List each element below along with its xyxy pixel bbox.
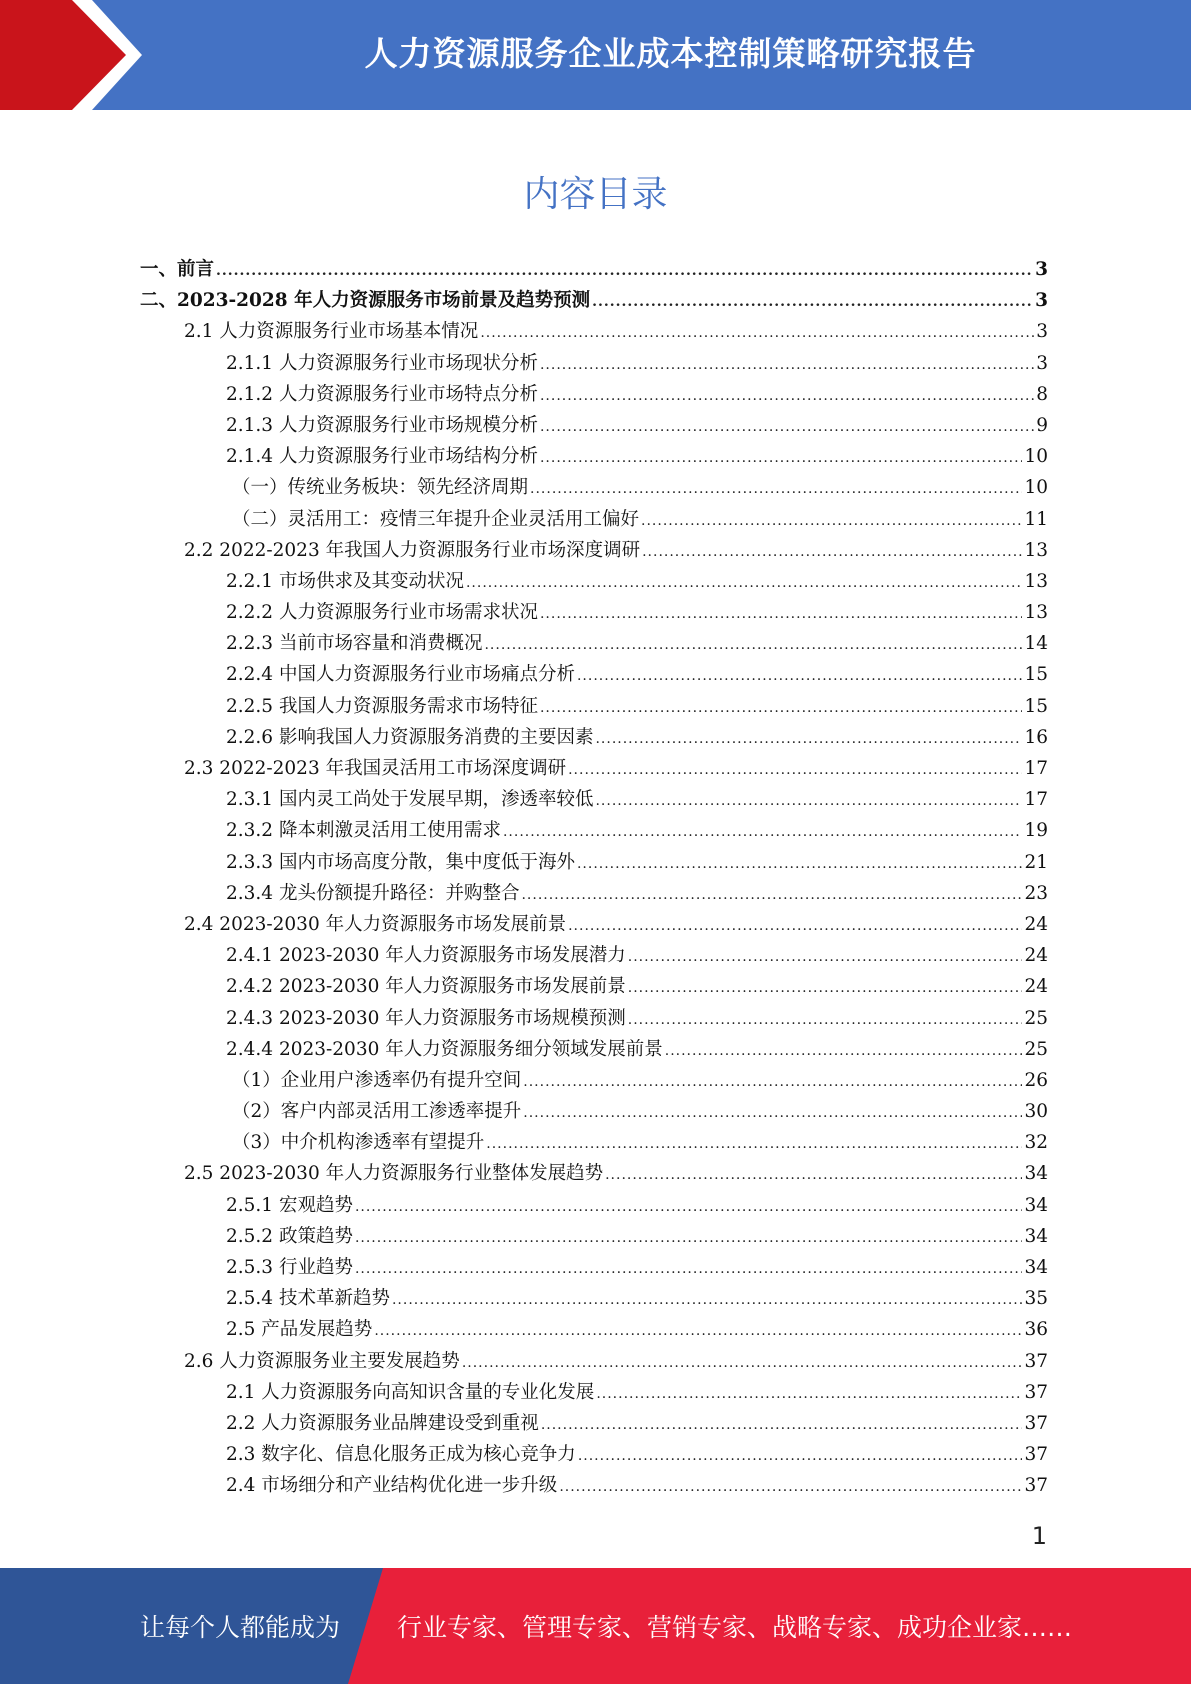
toc-entry-page: 37 xyxy=(1024,1381,1048,1403)
toc-entry-title: 2.3.1 国内灵工尚处于发展早期，渗透率较低 xyxy=(226,789,594,811)
toc-entry-page: 3 xyxy=(1036,321,1048,343)
toc-entry[interactable] xyxy=(140,1314,1048,1345)
toc-dot-leader xyxy=(595,786,1022,817)
toc-entry-page: 17 xyxy=(1024,789,1048,811)
toc-entry[interactable] xyxy=(140,909,1048,940)
toc-entry[interactable] xyxy=(140,1346,1048,1377)
toc-dot-leader xyxy=(665,1036,1023,1067)
toc-entry[interactable] xyxy=(140,940,1048,971)
toc-entry-title: 2.5.1 宏观趋势 xyxy=(226,1194,353,1216)
header-banner xyxy=(0,0,1191,110)
toc-entry[interactable] xyxy=(140,504,1048,535)
toc-entry[interactable] xyxy=(140,1003,1048,1034)
toc-dot-leader xyxy=(521,880,1022,911)
toc-entry[interactable] xyxy=(140,971,1048,1002)
toc-entry[interactable] xyxy=(140,410,1048,441)
toc-dot-leader xyxy=(578,1441,1023,1472)
toc-entry-title: 2.2.6 影响我国人力资源服务消费的主要因素 xyxy=(226,726,594,748)
toc-dot-leader xyxy=(523,1098,1022,1129)
toc-entry-page: 24 xyxy=(1024,913,1048,935)
toc-dot-leader xyxy=(540,599,1022,630)
toc-entry[interactable] xyxy=(140,1408,1048,1439)
toc-entry-title: 2.5.3 行业趋势 xyxy=(226,1257,353,1278)
toc-entry-page: 3 xyxy=(1035,259,1048,280)
toc-entry-title: 2.5.2 政策趋势 xyxy=(226,1225,353,1247)
footer-banner xyxy=(0,1568,1191,1684)
toc-dot-leader xyxy=(628,973,1023,1004)
toc-entry-title: 2.4.1 2023-2030 年人力资源服务市场发展潜力 xyxy=(226,945,626,967)
toc-entry[interactable] xyxy=(140,1190,1048,1221)
toc-dot-leader xyxy=(595,724,1022,755)
toc-entry[interactable] xyxy=(140,628,1048,659)
toc-entry[interactable] xyxy=(140,691,1048,722)
toc-entry[interactable] xyxy=(140,285,1048,316)
toc-entry-page: 25 xyxy=(1024,1038,1048,1060)
toc-entry-title: （二）灵活用工：疫情三年提升企业灵活用工偏好 xyxy=(232,508,640,530)
toc-entry-page: 24 xyxy=(1024,945,1048,967)
toc-entry-page: 19 xyxy=(1024,820,1048,842)
toc-entry[interactable] xyxy=(140,316,1048,347)
toc-entry[interactable] xyxy=(140,1096,1048,1127)
toc-entry-page: 34 xyxy=(1024,1225,1048,1247)
toc-entry-title: （一）传统业务板块：领先经济周期 xyxy=(232,477,529,499)
toc-heading: 内容目录 xyxy=(523,174,668,215)
toc-entry-page: 11 xyxy=(1024,508,1048,530)
toc-entry[interactable] xyxy=(140,659,1048,690)
toc-entry-title: 2.2.5 我国人力资源服务需求市场特征 xyxy=(226,695,538,717)
toc-entry-page: 13 xyxy=(1024,539,1048,561)
toc-dot-leader xyxy=(530,474,1022,505)
toc-dot-leader xyxy=(541,1410,1023,1441)
toc-entry-page: 37 xyxy=(1024,1350,1048,1372)
toc-entry-title: 2.5 2023-2030 年人力资源服务行业整体发展趋势 xyxy=(184,1163,604,1185)
toc-entry-title: 2.2 人力资源服务业品牌建设受到重视 xyxy=(226,1412,539,1434)
toc-dot-leader xyxy=(540,412,1034,443)
toc-entry[interactable] xyxy=(140,254,1048,285)
toc-entry[interactable] xyxy=(140,379,1048,410)
toc-entry-page: 32 xyxy=(1024,1132,1048,1154)
toc-entry[interactable] xyxy=(140,1283,1048,1314)
toc-dot-leader xyxy=(216,256,1033,287)
toc-entry-page: 35 xyxy=(1024,1288,1048,1310)
toc-entry-title: 2.1 人力资源服务向高知识含量的专业化发展 xyxy=(226,1381,595,1403)
report-title: 人力资源服务企业成本控制策略研究报告 xyxy=(364,34,977,73)
toc-dot-leader xyxy=(596,1379,1022,1410)
toc-dot-leader xyxy=(641,506,1022,537)
toc-entry-page: 30 xyxy=(1024,1101,1048,1123)
toc-entry-title: 2.3 2022-2023 年我国灵活用工市场深度调研 xyxy=(184,758,567,779)
toc-entry[interactable] xyxy=(140,441,1048,472)
toc-entry-title: 2.1.3 人力资源服务行业市场规模分析 xyxy=(226,414,538,436)
toc-dot-leader xyxy=(462,1348,1023,1379)
toc-entry-title: 2.5 产品发展趋势 xyxy=(226,1319,373,1341)
toc-entry-page: 37 xyxy=(1024,1475,1048,1497)
toc-entry-title: 2.1 人力资源服务行业市场基本情况 xyxy=(184,321,479,343)
toc-dot-leader xyxy=(374,1316,1022,1347)
toc-entry[interactable] xyxy=(140,1470,1048,1501)
toc-entry[interactable] xyxy=(140,1034,1048,1065)
toc-entry[interactable] xyxy=(140,1065,1048,1096)
page-number: 1 xyxy=(1031,1522,1047,1550)
toc-entry-page: 13 xyxy=(1024,602,1048,624)
toc-entry[interactable] xyxy=(140,815,1048,846)
toc-entry-page: 24 xyxy=(1024,976,1048,998)
toc-dot-leader xyxy=(484,630,1022,661)
toc-entry-title: （1）企业用户渗透率仍有提升空间 xyxy=(232,1069,522,1091)
toc-entry-title: （2）客户内部灵活用工渗透率提升 xyxy=(232,1101,522,1123)
toc-entry[interactable] xyxy=(140,472,1048,503)
toc-entry-page: 21 xyxy=(1024,851,1048,873)
toc-entry[interactable] xyxy=(140,1377,1048,1408)
toc-entry[interactable] xyxy=(140,566,1048,597)
table-of-contents xyxy=(140,254,1048,1502)
toc-entry-title: 2.4.2 2023-2030 年人力资源服务市场发展前景 xyxy=(226,976,626,998)
toc-entry-page: 23 xyxy=(1024,882,1048,904)
toc-entry[interactable] xyxy=(140,1158,1048,1189)
toc-entry-title: 2.1.1 人力资源服务行业市场现状分析 xyxy=(226,352,538,374)
toc-dot-leader xyxy=(592,287,1033,318)
toc-entry-title: 2.3.4 龙头份额提升路径：并购整合 xyxy=(226,882,520,904)
toc-dot-leader xyxy=(642,537,1022,568)
toc-entry-title: 2.2.2 人力资源服务行业市场需求状况 xyxy=(226,602,538,624)
toc-entry-title: 2.3.2 降本刺激灵活用工使用需求 xyxy=(226,820,501,842)
toc-entry-page: 37 xyxy=(1024,1412,1048,1434)
toc-entry-title: 2.2.1 市场供求及其变动状况 xyxy=(226,570,464,592)
toc-entry-page: 26 xyxy=(1024,1069,1048,1091)
toc-dot-leader xyxy=(355,1192,1023,1223)
toc-dot-leader xyxy=(559,1472,1022,1503)
toc-entry-title: 2.3.3 国内市场高度分散，集中度低于海外 xyxy=(226,851,575,873)
toc-entry-page: 36 xyxy=(1024,1319,1048,1341)
toc-entry-page: 34 xyxy=(1024,1194,1048,1216)
toc-entry-page: 9 xyxy=(1036,414,1048,436)
toc-entry-title: （3）中介机构渗透率有望提升 xyxy=(232,1132,485,1154)
toc-entry-page: 14 xyxy=(1024,633,1048,655)
toc-entry-page: 15 xyxy=(1024,695,1048,717)
toc-dot-leader xyxy=(568,911,1022,942)
toc-entry[interactable] xyxy=(140,1252,1048,1283)
toc-entry-title: 2.5.4 技术革新趋势 xyxy=(226,1288,390,1310)
toc-dot-leader xyxy=(577,849,1022,880)
toc-entry-title: 2.4 市场细分和产业结构优化进一步升级 xyxy=(226,1475,558,1497)
toc-entry-page: 16 xyxy=(1024,726,1048,748)
footer-slogan-right: 行业专家、管理专家、营销专家、战略专家、成功企业家…… xyxy=(397,1613,1073,1642)
toc-dot-leader xyxy=(605,1160,1022,1191)
toc-entry-title: 2.3 数字化、信息化服务正成为核心竞争力 xyxy=(226,1444,576,1466)
toc-entry-title: 2.1.4 人力资源服务行业市场结构分析 xyxy=(226,446,538,468)
toc-dot-leader xyxy=(568,755,1022,786)
toc-entry-page: 3 xyxy=(1035,290,1048,312)
toc-entry[interactable] xyxy=(140,1439,1048,1470)
toc-entry-title: 一、前言 xyxy=(140,259,215,280)
toc-entry[interactable] xyxy=(140,1127,1048,1158)
toc-dot-leader xyxy=(540,443,1022,474)
toc-entry-title: 2.2 2022-2023 年我国人力资源服务行业市场深度调研 xyxy=(184,539,641,561)
toc-entry[interactable] xyxy=(140,753,1048,784)
toc-entry-title: 2.4.4 2023-2030 年人力资源服务细分领域发展前景 xyxy=(226,1038,663,1060)
toc-entry[interactable] xyxy=(140,784,1048,815)
toc-dot-leader xyxy=(503,817,1022,848)
toc-entry[interactable] xyxy=(140,1221,1048,1252)
toc-dot-leader xyxy=(466,568,1022,599)
toc-dot-leader xyxy=(486,1129,1022,1160)
toc-entry-page: 34 xyxy=(1024,1163,1048,1185)
toc-entry[interactable] xyxy=(140,535,1048,566)
toc-entry-page: 10 xyxy=(1024,477,1048,499)
toc-entry-title: 2.2.3 当前市场容量和消费概况 xyxy=(226,633,483,655)
footer-slogan-left: 让每个人都能成为 xyxy=(140,1613,341,1642)
toc-entry-page: 25 xyxy=(1024,1007,1048,1029)
toc-entry-page: 17 xyxy=(1024,758,1048,779)
toc-dot-leader xyxy=(628,1005,1023,1036)
toc-dot-leader xyxy=(480,318,1034,349)
toc-entry[interactable] xyxy=(140,722,1048,753)
toc-entry-page: 13 xyxy=(1024,570,1048,592)
toc-entry[interactable] xyxy=(140,348,1048,379)
toc-entry-page: 8 xyxy=(1036,383,1048,405)
toc-entry[interactable] xyxy=(140,878,1048,909)
toc-dot-leader xyxy=(355,1254,1023,1285)
toc-dot-leader xyxy=(577,661,1022,692)
toc-entry-page: 15 xyxy=(1024,664,1048,686)
toc-entry-page: 34 xyxy=(1024,1257,1048,1278)
toc-dot-leader xyxy=(540,693,1022,724)
toc-entry-title: 2.4.3 2023-2030 年人力资源服务市场规模预测 xyxy=(226,1007,626,1029)
toc-entry[interactable] xyxy=(140,847,1048,878)
toc-entry[interactable] xyxy=(140,597,1048,628)
toc-dot-leader xyxy=(540,381,1034,412)
toc-dot-leader xyxy=(355,1223,1023,1254)
toc-dot-leader xyxy=(628,942,1023,973)
toc-dot-leader xyxy=(540,350,1034,381)
toc-dot-leader xyxy=(523,1067,1022,1098)
toc-entry-title: 2.2.4 中国人力资源服务行业市场痛点分析 xyxy=(226,664,575,686)
toc-entry-page: 37 xyxy=(1024,1444,1048,1466)
toc-entry-title: 二、2023-2028 年人力资源服务市场前景及趋势预测 xyxy=(140,290,591,312)
toc-entry-page: 10 xyxy=(1024,446,1048,468)
toc-entry-title: 2.1.2 人力资源服务行业市场特点分析 xyxy=(226,383,538,405)
toc-entry-title: 2.6 人力资源服务业主要发展趋势 xyxy=(184,1350,460,1372)
toc-dot-leader xyxy=(392,1285,1022,1316)
toc-entry-page: 3 xyxy=(1036,352,1048,374)
toc-entry-title: 2.4 2023-2030 年人力资源服务市场发展前景 xyxy=(184,913,567,935)
